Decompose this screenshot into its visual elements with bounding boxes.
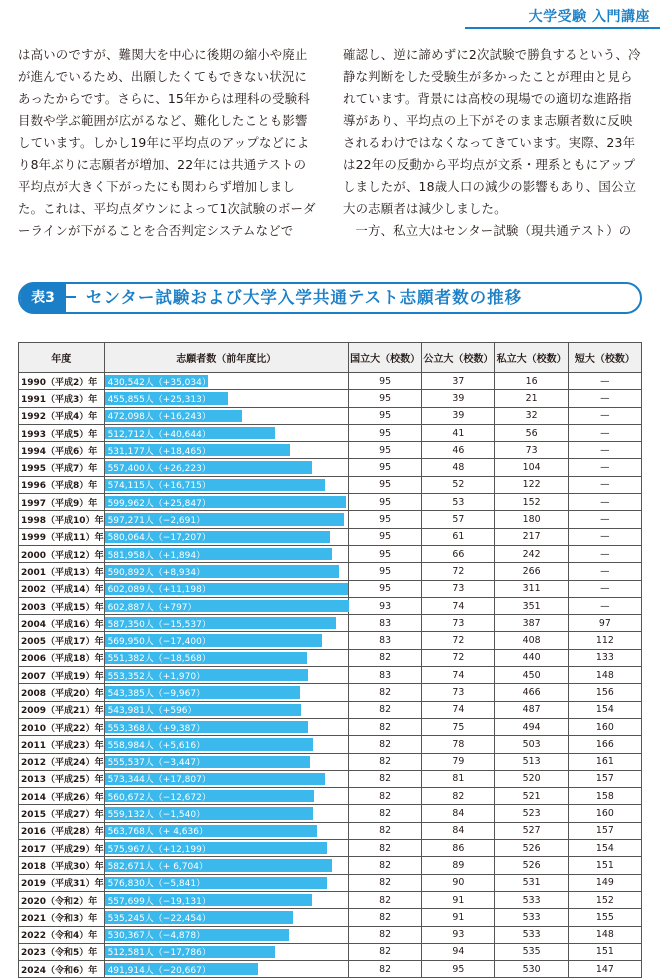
public-cell: 48: [422, 459, 495, 476]
year-cell: 2005（平成17）年: [19, 632, 105, 649]
public-cell: 89: [422, 857, 495, 874]
table-row: [19, 684, 642, 701]
table-row: [19, 667, 642, 684]
applicants-label: 555,537人（−3,447）: [107, 758, 206, 769]
year-cell: 1991（平成3）年: [19, 390, 105, 407]
applicants-cell: [104, 857, 348, 874]
private-cell: 533: [495, 926, 568, 943]
public-cell: 79: [422, 753, 495, 770]
national-cell: 95: [348, 442, 421, 459]
header-year: 年度: [19, 343, 105, 373]
applicants-cell: [104, 943, 348, 960]
private-cell: 16: [495, 373, 568, 390]
applicants-cell: [104, 805, 348, 822]
private-cell: 530: [495, 961, 568, 978]
junior-cell: 156: [568, 684, 641, 701]
junior-cell: 154: [568, 701, 641, 718]
header-national: 国立大（校数）: [348, 343, 421, 373]
header-rule: [465, 27, 660, 29]
header-private: 私立大（校数）: [495, 343, 568, 373]
applicants-cell: [104, 874, 348, 891]
year-cell: 2015（平成27）年: [19, 805, 105, 822]
junior-cell: —: [568, 476, 641, 493]
national-cell: 95: [348, 407, 421, 424]
year-cell: 2019（平成31）年: [19, 874, 105, 891]
public-cell: 93: [422, 926, 495, 943]
public-cell: 74: [422, 701, 495, 718]
junior-cell: —: [568, 424, 641, 441]
applicants-cell: [104, 580, 348, 597]
table-row: [19, 494, 642, 511]
year-cell: 2002（平成14）年: [19, 580, 105, 597]
junior-cell: 155: [568, 909, 641, 926]
junior-cell: 160: [568, 805, 641, 822]
junior-cell: 112: [568, 632, 641, 649]
applicants-label: 569,950人（−17,400）: [107, 637, 211, 648]
table-body: [19, 373, 642, 978]
private-cell: 466: [495, 684, 568, 701]
national-cell: 82: [348, 701, 421, 718]
public-cell: 53: [422, 494, 495, 511]
public-cell: 94: [422, 943, 495, 960]
national-cell: 82: [348, 805, 421, 822]
applicants-cell: [104, 822, 348, 839]
table-row: [19, 701, 642, 718]
applicants-cell: [104, 770, 348, 787]
applicants-label: 560,672人（−12,672）: [107, 792, 211, 803]
national-cell: 82: [348, 684, 421, 701]
private-cell: 440: [495, 649, 568, 666]
year-cell: 2008（平成20）年: [19, 684, 105, 701]
right-column-text-1: 確認し、逆に諦めずに2次試験で勝負するという、冷静な判断をした受験生が多かったことが理由と見られています。背景には高校の現場での適切な進路指導があり、平均点の上下がそのまま志願者数に反映されるわけではなくなってきています。実際、23年は22年の反動から平均点が文系・理系ともにアップしましたが、18歳人口の減少の影響もあり、国公立大の志願者は減少しました。: [343, 47, 641, 216]
table-row: [19, 874, 642, 891]
table-row: [19, 788, 642, 805]
applicants-label: 553,352人（+1,970）: [107, 671, 206, 682]
public-cell: 39: [422, 390, 495, 407]
public-cell: 81: [422, 770, 495, 787]
junior-cell: —: [568, 563, 641, 580]
applicants-label: 535,245人（−22,454）: [107, 913, 211, 924]
year-cell: 2013（平成25）年: [19, 770, 105, 787]
national-cell: 95: [348, 459, 421, 476]
private-cell: 408: [495, 632, 568, 649]
national-cell: 95: [348, 528, 421, 545]
year-cell: 2023（令和5）年: [19, 943, 105, 960]
year-cell: 2001（平成13）年: [19, 563, 105, 580]
applicants-label: 512,581人（−17,786）: [107, 948, 211, 959]
public-cell: 61: [422, 528, 495, 545]
section-label: 大学受験 入門講座: [528, 9, 650, 25]
national-cell: 83: [348, 632, 421, 649]
national-cell: 95: [348, 563, 421, 580]
public-cell: 75: [422, 718, 495, 735]
applicants-cell: [104, 476, 348, 493]
applicants-cell: [104, 701, 348, 718]
public-cell: 72: [422, 563, 495, 580]
table-row: [19, 442, 642, 459]
year-cell: 2018（平成30）年: [19, 857, 105, 874]
applicants-cell: [104, 788, 348, 805]
applicants-label: 599,962人（+25,847）: [107, 498, 211, 509]
applicants-cell: [104, 718, 348, 735]
private-cell: 56: [495, 424, 568, 441]
applicants-cell: [104, 840, 348, 857]
table-row: [19, 753, 642, 770]
public-cell: 41: [422, 424, 495, 441]
applicants-cell: [104, 597, 348, 614]
applicants-cell: [104, 891, 348, 908]
national-cell: 82: [348, 753, 421, 770]
applicants-label: 575,967人（+12,199）: [107, 844, 211, 855]
applicants-cell: [104, 373, 348, 390]
private-cell: 217: [495, 528, 568, 545]
year-cell: 2007（平成19）年: [19, 667, 105, 684]
table-row: [19, 909, 642, 926]
applicants-label: 582,671人（+ 6,704）: [107, 861, 208, 872]
table-row: [19, 390, 642, 407]
national-cell: 82: [348, 909, 421, 926]
applicants-cell: [104, 909, 348, 926]
national-cell: 82: [348, 926, 421, 943]
public-cell: 95: [422, 961, 495, 978]
year-cell: 1992（平成4）年: [19, 407, 105, 424]
junior-cell: 149: [568, 874, 641, 891]
junior-cell: 151: [568, 943, 641, 960]
applicants-label: 574,115人（+16,715）: [107, 481, 211, 492]
public-cell: 78: [422, 736, 495, 753]
national-cell: 82: [348, 943, 421, 960]
table-row: [19, 805, 642, 822]
year-cell: 2017（平成29）年: [19, 840, 105, 857]
private-cell: 523: [495, 805, 568, 822]
applicants-cell: [104, 961, 348, 978]
table-row: [19, 459, 642, 476]
private-cell: 32: [495, 407, 568, 424]
header-applicants: 志願者数（前年度比）: [104, 343, 348, 373]
national-cell: 95: [348, 390, 421, 407]
junior-cell: 154: [568, 840, 641, 857]
applicants-cell: [104, 615, 348, 632]
applicants-cell: [104, 424, 348, 441]
national-cell: 95: [348, 545, 421, 562]
applicants-label: 543,981人（+596）: [107, 706, 197, 717]
private-cell: 520: [495, 770, 568, 787]
national-cell: 95: [348, 494, 421, 511]
public-cell: 84: [422, 822, 495, 839]
junior-cell: —: [568, 494, 641, 511]
junior-cell: 157: [568, 822, 641, 839]
table-row: [19, 718, 642, 735]
junior-cell: —: [568, 373, 641, 390]
public-cell: 86: [422, 840, 495, 857]
table-row: [19, 926, 642, 943]
applicants-cell: [104, 390, 348, 407]
junior-cell: 133: [568, 649, 641, 666]
private-cell: 526: [495, 857, 568, 874]
private-cell: 533: [495, 909, 568, 926]
national-cell: 95: [348, 511, 421, 528]
applicants-label: 557,699人（−19,131）: [107, 896, 211, 907]
national-cell: 82: [348, 788, 421, 805]
applicants-cell: [104, 684, 348, 701]
table-row: [19, 770, 642, 787]
public-cell: 46: [422, 442, 495, 459]
private-cell: 533: [495, 891, 568, 908]
applicants-cell: [104, 926, 348, 943]
applicants-label: 430,542人（+35,034）: [107, 377, 211, 388]
applicants-label: 597,271人（−2,691）: [107, 516, 206, 527]
year-cell: 2011（平成23）年: [19, 736, 105, 753]
junior-cell: —: [568, 459, 641, 476]
junior-cell: 161: [568, 753, 641, 770]
public-cell: 73: [422, 684, 495, 701]
applicants-label: 491,914人（−20,667）: [107, 965, 211, 976]
public-cell: 84: [422, 805, 495, 822]
table-row: [19, 528, 642, 545]
national-cell: 82: [348, 840, 421, 857]
junior-cell: —: [568, 511, 641, 528]
national-cell: 83: [348, 667, 421, 684]
year-cell: 1994（平成6）年: [19, 442, 105, 459]
year-cell: 2024（令和6）年: [19, 961, 105, 978]
table-row: [19, 373, 642, 390]
header-junior: 短大（校数）: [568, 343, 641, 373]
private-cell: 266: [495, 563, 568, 580]
public-cell: 57: [422, 511, 495, 528]
private-cell: 152: [495, 494, 568, 511]
applicants-label: 602,089人（+11,198）: [107, 585, 211, 596]
applicants-cell: [104, 667, 348, 684]
national-cell: 82: [348, 961, 421, 978]
article-left-column: [18, 44, 318, 242]
applicants-label: 530,367人（−4,878）: [107, 931, 206, 942]
public-cell: 52: [422, 476, 495, 493]
left-column-text: は高いのですが、難関大を中心に後期の縮小や廃止が進んでいるため、出願したくてもできない状況にあったからです。さらに、15年からは理科の受験科目数や学ぶ範囲が広がるなど、難化したことも影響しています。しかし19年に平均点のアップなどにより8年ぶりに志願者が増加、22年には共通テストの平均点が大きく下がったにも関わらず増加しました。これは、平均点ダウンによって1次試験のボーダーラインが下がることを合否判定システムなどで: [18, 47, 316, 238]
applicants-label: 543,385人（−9,967）: [107, 688, 206, 699]
national-cell: 83: [348, 615, 421, 632]
year-cell: 1999（平成11）年: [19, 528, 105, 545]
applicants-label: 573,344人（+17,807）: [107, 775, 211, 786]
year-cell: 2020（令和2）年: [19, 891, 105, 908]
year-cell: 2012（平成24）年: [19, 753, 105, 770]
year-cell: 1995（平成7）年: [19, 459, 105, 476]
table-row: [19, 632, 642, 649]
national-cell: 93: [348, 597, 421, 614]
year-cell: 2022（令和4）年: [19, 926, 105, 943]
applicants-label: 580,064人（−17,207）: [107, 533, 211, 544]
year-cell: 2004（平成16）年: [19, 615, 105, 632]
year-cell: 2016（平成28）年: [19, 822, 105, 839]
applicants-cell: [104, 511, 348, 528]
applicants-cell: [104, 528, 348, 545]
junior-cell: 166: [568, 736, 641, 753]
right-column-text-2: 一方、私立大はセンター試験（現共通テスト）の: [355, 223, 632, 238]
junior-cell: —: [568, 390, 641, 407]
public-cell: 82: [422, 788, 495, 805]
table-row: [19, 597, 642, 614]
applicants-cell: [104, 442, 348, 459]
national-cell: 82: [348, 857, 421, 874]
table-row: [19, 649, 642, 666]
junior-cell: —: [568, 545, 641, 562]
year-cell: 1997（平成9）年: [19, 494, 105, 511]
private-cell: 387: [495, 615, 568, 632]
applicants-cell: [104, 494, 348, 511]
junior-cell: 157: [568, 770, 641, 787]
applicants-label: 576,830人（−5,841）: [107, 879, 206, 890]
public-cell: 72: [422, 632, 495, 649]
junior-cell: —: [568, 528, 641, 545]
private-cell: 242: [495, 545, 568, 562]
year-cell: 2006（平成18）年: [19, 649, 105, 666]
junior-cell: —: [568, 597, 641, 614]
national-cell: 95: [348, 580, 421, 597]
applicants-label: 581,958人（+1,894）: [107, 550, 206, 561]
public-cell: 73: [422, 615, 495, 632]
applicants-label: 558,984人（+5,616）: [107, 740, 206, 751]
private-cell: 503: [495, 736, 568, 753]
junior-cell: 147: [568, 961, 641, 978]
national-cell: 95: [348, 424, 421, 441]
applicants-cell: [104, 459, 348, 476]
junior-cell: 97: [568, 615, 641, 632]
private-cell: 104: [495, 459, 568, 476]
junior-cell: 158: [568, 788, 641, 805]
table-badge: 表3: [20, 282, 66, 314]
private-cell: 535: [495, 943, 568, 960]
public-cell: 74: [422, 597, 495, 614]
private-cell: 513: [495, 753, 568, 770]
year-cell: 2014（平成26）年: [19, 788, 105, 805]
public-cell: 73: [422, 580, 495, 597]
public-cell: 91: [422, 909, 495, 926]
table-row: [19, 476, 642, 493]
applicants-label: 563,768人（+ 4,636）: [107, 827, 208, 838]
national-cell: 95: [348, 476, 421, 493]
table-row: [19, 545, 642, 562]
year-cell: 2010（平成22）年: [19, 718, 105, 735]
private-cell: 21: [495, 390, 568, 407]
table-row: [19, 822, 642, 839]
national-cell: 82: [348, 891, 421, 908]
public-cell: 90: [422, 874, 495, 891]
table-title-box: [18, 282, 642, 314]
private-cell: 450: [495, 667, 568, 684]
junior-cell: —: [568, 407, 641, 424]
private-cell: 487: [495, 701, 568, 718]
applicants-label: 559,132人（−1,540）: [107, 810, 206, 821]
national-cell: 95: [348, 373, 421, 390]
public-cell: 91: [422, 891, 495, 908]
private-cell: 531: [495, 874, 568, 891]
applicants-label: 531,177人（+18,465）: [107, 446, 211, 457]
header-public: 公立大（校数）: [422, 343, 495, 373]
national-cell: 82: [348, 649, 421, 666]
year-cell: 2003（平成15）年: [19, 597, 105, 614]
national-cell: 82: [348, 736, 421, 753]
national-cell: 82: [348, 718, 421, 735]
table-row: [19, 615, 642, 632]
private-cell: 527: [495, 822, 568, 839]
year-cell: 1990（平成2）年: [19, 373, 105, 390]
national-cell: 82: [348, 874, 421, 891]
private-cell: 311: [495, 580, 568, 597]
applicants-label: 551,382人（−18,568）: [107, 654, 211, 665]
private-cell: 526: [495, 840, 568, 857]
public-cell: 72: [422, 649, 495, 666]
year-cell: 2009（平成21）年: [19, 701, 105, 718]
year-cell: 1993（平成5）年: [19, 424, 105, 441]
applicants-cell: [104, 407, 348, 424]
applicants-cell: [104, 649, 348, 666]
table-row: [19, 840, 642, 857]
junior-cell: 160: [568, 718, 641, 735]
applicants-cell: [104, 736, 348, 753]
table-header-row: [19, 343, 642, 373]
table-row: [19, 563, 642, 580]
article-right-column: [343, 44, 643, 242]
applicants-label: 472,098人（+16,243）: [107, 412, 211, 423]
junior-cell: 148: [568, 667, 641, 684]
applicants-cell: [104, 753, 348, 770]
table-row: [19, 407, 642, 424]
table-row: [19, 511, 642, 528]
junior-cell: —: [568, 580, 641, 597]
private-cell: 122: [495, 476, 568, 493]
applicants-cell: [104, 563, 348, 580]
private-cell: 494: [495, 718, 568, 735]
public-cell: 37: [422, 373, 495, 390]
table-row: [19, 857, 642, 874]
table-row: [19, 424, 642, 441]
applicants-label: 590,892人（+8,934）: [107, 567, 206, 578]
year-cell: 1996（平成8）年: [19, 476, 105, 493]
applicants-label: 587,350人（−15,537）: [107, 619, 211, 630]
table-row: [19, 736, 642, 753]
table-row: [19, 580, 642, 597]
public-cell: 74: [422, 667, 495, 684]
private-cell: 180: [495, 511, 568, 528]
table-title: センター試験および大学入学共通テスト志願者数の推移: [86, 288, 523, 307]
table-row: [19, 891, 642, 908]
applicants-label: 553,368人（+9,387）: [107, 723, 206, 734]
applicants-label: 455,855人（+25,313）: [107, 394, 211, 405]
junior-cell: —: [568, 442, 641, 459]
applicants-cell: [104, 632, 348, 649]
junior-cell: 148: [568, 926, 641, 943]
public-cell: 39: [422, 407, 495, 424]
private-cell: 521: [495, 788, 568, 805]
junior-cell: 152: [568, 891, 641, 908]
year-cell: 2021（令和3）年: [19, 909, 105, 926]
public-cell: 66: [422, 545, 495, 562]
applicants-label: 602,887人（+797）: [107, 602, 197, 613]
table-row: [19, 943, 642, 960]
private-cell: 351: [495, 597, 568, 614]
applicants-label: 512,712人（+40,644）: [107, 429, 211, 440]
private-cell: 73: [495, 442, 568, 459]
junior-cell: 151: [568, 857, 641, 874]
year-cell: 1998（平成10）年: [19, 511, 105, 528]
applicants-cell: [104, 545, 348, 562]
applicants-label: 557,400人（+26,223）: [107, 464, 211, 475]
table-row: [19, 961, 642, 978]
national-cell: 82: [348, 822, 421, 839]
applicants-table: [18, 342, 642, 978]
year-cell: 2000（平成12）年: [19, 545, 105, 562]
national-cell: 82: [348, 770, 421, 787]
